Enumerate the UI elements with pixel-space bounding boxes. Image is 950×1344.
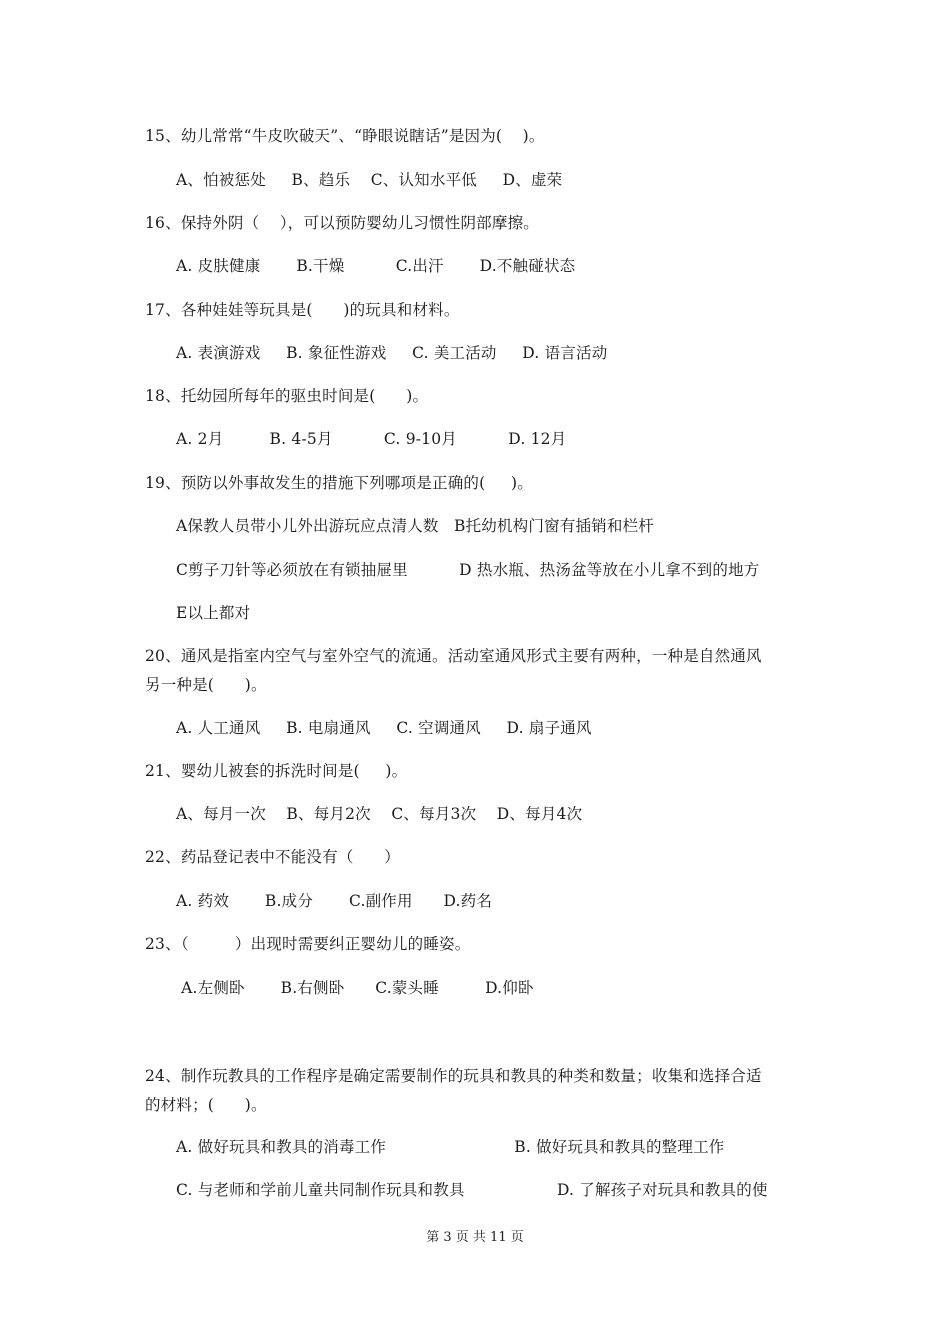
question-stem: 15、幼儿常常“牛皮吹破天”、“睁眼说瞎话”是因为( )。 [145,127,545,145]
question-stem: 20、通风是指室内空气与室外空气的流通。活动室通风形式主要有两种，一种是自然通风 [145,647,762,665]
question-options: C剪子刀针等必须放在有锁抽屉里 D 热水瓶、热汤盆等放在小儿拿不到的地方 [176,561,760,579]
question-stem-continued: 的材料；( )。 [145,1096,267,1114]
question-options: A. 人工通风 B. 电扇通风 C. 空调通风 D. 扇子通风 [176,719,592,737]
question-stem: 16、保持外阴（ ），可以预防婴幼儿习惯性阴部摩擦。 [145,214,539,232]
question-options: A保教人员带小儿外出游玩应点清人数 B托幼机构门窗有插销和栏杆 [176,517,654,535]
question-options: A. 皮肤健康 B.干燥 C.出汗 D.不触碰状态 [176,257,576,275]
question-options: A. 做好玩具和教具的消毒工作 B. 做好玩具和教具的整理工作 [176,1138,725,1156]
question-stem: 22、药品登记表中不能没有（ ） [145,848,400,866]
question-options: A、怕被惩处 B、趋乐 C、认知水平低 D、虚荣 [176,171,563,189]
question-options: A.左侧卧 B.右侧卧 C.蒙头睡 D.仰卧 [176,979,534,997]
question-options: A. 表演游戏 B. 象征性游戏 C. 美工活动 D. 语言活动 [176,344,608,362]
question-stem-continued: 另一种是( )。 [145,676,267,694]
question-stem: 17、各种娃娃等玩具是( )的玩具和材料。 [145,301,460,319]
question-options: E以上都对 [176,604,251,622]
question-stem: 24、制作玩教具的工作程序是确定需要制作的玩具和教具的种类和数量；收集和选择合适 [145,1067,762,1085]
page-number-footer: 第 3 页 共 11 页 [426,1230,524,1245]
question-options: A、每月一次 B、每月2次 C、每月3次 D、每月4次 [176,805,583,823]
question-stem: 23、（ ）出现时需要纠正婴幼儿的睡姿。 [145,935,471,953]
question-options: C. 与老师和学前儿童共同制作玩具和教具 D. 了解孩子对玩具和教具的使 [176,1181,768,1199]
question-options: A. 2月 B. 4-5月 C. 9-10月 D. 12月 [176,430,567,448]
question-options: A. 药效 B.成分 C.副作用 D.药名 [176,892,493,910]
question-stem: 18、托幼园所每年的驱虫时间是( )。 [145,387,429,405]
question-stem: 21、婴幼儿被套的拆洗时间是( )。 [145,762,408,780]
question-stem: 19、预防以外事故发生的措施下列哪项是正确的( )。 [145,474,533,492]
